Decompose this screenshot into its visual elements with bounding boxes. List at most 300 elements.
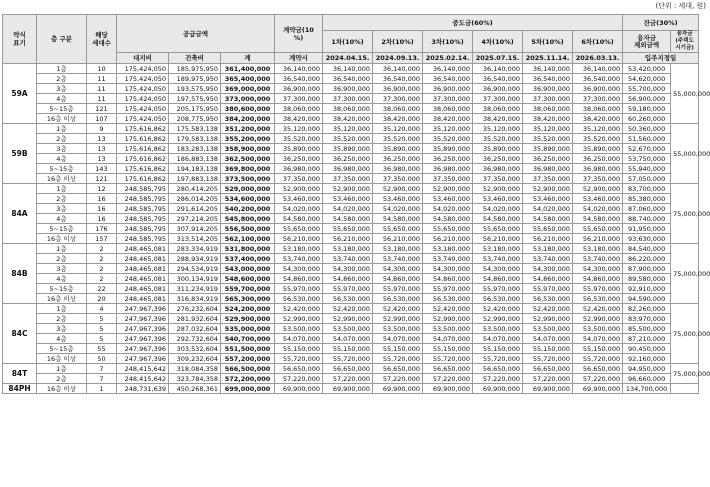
unit-count-cell: 50 — [87, 354, 117, 364]
unit-count-cell: 7 — [87, 364, 117, 374]
interim-3-cell: 35,520,000 — [423, 134, 473, 144]
interim-5-cell: 54,020,000 — [523, 204, 573, 214]
floor-cell: 4층 — [37, 274, 87, 284]
interim-3-cell: 55,150,000 — [423, 344, 473, 354]
land-price-cell: 248,465,081 — [117, 294, 169, 304]
interim-4-cell: 57,220,000 — [473, 374, 523, 384]
interim-6-cell: 52,420,000 — [573, 304, 623, 314]
floor-cell: 5~15층 — [37, 284, 87, 294]
interim-4-cell: 53,180,000 — [473, 244, 523, 254]
building-price-cell: 309,232,604 — [169, 354, 221, 364]
interim-5-cell: 53,500,000 — [523, 324, 573, 334]
interim-1-cell: 36,250,000 — [323, 154, 373, 164]
table-row — [3, 184, 699, 194]
interim-3-cell: 36,250,000 — [423, 154, 473, 164]
contract-cell: 53,460,000 — [275, 194, 323, 204]
building-price-cell: 276,232,604 — [169, 304, 221, 314]
interim-5-cell: 38,060,000 — [523, 104, 573, 114]
interim-6-cell: 54,860,000 — [573, 274, 623, 284]
total-price-cell: 369,800,000 — [221, 164, 275, 174]
interim-5-cell: 36,140,000 — [523, 64, 573, 74]
header-interim-2: 2차(10%) — [373, 31, 423, 53]
table-row — [3, 204, 699, 214]
unit-count-cell: 16 — [87, 204, 117, 214]
total-price-cell: 529,900,000 — [221, 314, 275, 324]
interim-5-cell: 53,460,000 — [523, 194, 573, 204]
total-price-cell: 551,500,000 — [221, 344, 275, 354]
interim-1-cell: 36,540,000 — [323, 74, 373, 84]
balance-cell: 55,940,000 — [623, 164, 671, 174]
floor-cell: 5~15층 — [37, 344, 87, 354]
land-price-cell: 175,616,862 — [117, 144, 169, 154]
interim-3-cell: 53,740,000 — [423, 254, 473, 264]
contract-cell: 36,140,000 — [275, 64, 323, 74]
interim-6-cell: 52,990,000 — [573, 314, 623, 324]
table-row — [3, 374, 699, 384]
balance-cell: 85,380,000 — [623, 194, 671, 204]
total-price-cell: 365,400,000 — [221, 74, 275, 84]
balance-cell: 83,970,000 — [623, 314, 671, 324]
land-price-cell: 175,424,050 — [117, 74, 169, 84]
building-price-cell: 292,732,604 — [169, 334, 221, 344]
contract-cell: 57,220,000 — [275, 374, 323, 384]
balance-cell: 92,160,000 — [623, 354, 671, 364]
interim-2-cell: 55,970,000 — [373, 284, 423, 294]
interim-2-cell: 36,900,000 — [373, 84, 423, 94]
header-interim-5-date: 2025.11.14. — [523, 53, 573, 64]
interim-1-cell: 56,650,000 — [323, 364, 373, 374]
interim-2-cell: 69,900,000 — [373, 384, 423, 394]
interim-3-cell: 53,180,000 — [423, 244, 473, 254]
interim-5-cell: 57,220,000 — [523, 374, 573, 384]
table-body — [3, 64, 710, 394]
loan-amount-cell: 75,000,000 — [671, 184, 699, 244]
header-interim-3-date: 2025.02.14. — [423, 53, 473, 64]
interim-3-cell: 35,890,000 — [423, 144, 473, 154]
unit-count-cell: 13 — [87, 154, 117, 164]
unit-count-cell: 107 — [87, 114, 117, 124]
floor-cell: 16층 이상 — [37, 114, 87, 124]
interim-1-cell: 54,580,000 — [323, 214, 373, 224]
table-row — [3, 214, 699, 224]
land-price-cell: 175,424,050 — [117, 64, 169, 74]
floor-cell: 1층 — [37, 184, 87, 194]
building-price-cell: 189,975,950 — [169, 74, 221, 84]
floor-cell: 3층 — [37, 264, 87, 274]
floor-cell: 16층 이상 — [37, 384, 87, 394]
interim-2-cell: 38,420,000 — [373, 114, 423, 124]
balance-cell: 59,180,000 — [623, 104, 671, 114]
unit-count-cell: 16 — [87, 194, 117, 204]
land-price-cell: 175,616,862 — [117, 124, 169, 134]
building-price-cell: 197,883,138 — [169, 174, 221, 184]
contract-cell: 54,020,000 — [275, 204, 323, 214]
interim-6-cell: 36,540,000 — [573, 74, 623, 84]
balance-cell: 87,210,000 — [623, 334, 671, 344]
interim-5-cell: 54,580,000 — [523, 214, 573, 224]
interim-1-cell: 54,860,000 — [323, 274, 373, 284]
total-price-cell: 361,400,000 — [221, 64, 275, 74]
header-floor: 층 구분 — [37, 15, 87, 64]
unit-count-cell: 16 — [87, 214, 117, 224]
contract-cell: 54,070,000 — [275, 334, 323, 344]
interim-4-cell: 54,070,000 — [473, 334, 523, 344]
unit-count-cell: 5 — [87, 334, 117, 344]
interim-5-cell: 52,900,000 — [523, 184, 573, 194]
total-price-cell: 699,000,000 — [221, 384, 275, 394]
unit-count-cell: 2 — [87, 274, 117, 284]
interim-6-cell: 53,740,000 — [573, 254, 623, 264]
total-price-cell: 557,200,000 — [221, 354, 275, 364]
interim-2-cell: 53,180,000 — [373, 244, 423, 254]
contract-cell: 37,300,000 — [275, 94, 323, 104]
table-row — [3, 94, 699, 104]
table-row — [3, 364, 699, 374]
balance-cell: 86,220,000 — [623, 254, 671, 264]
interim-6-cell: 36,900,000 — [573, 84, 623, 94]
floor-cell: 1층 — [37, 244, 87, 254]
table-row — [3, 304, 699, 314]
unit-count-cell: 1 — [87, 384, 117, 394]
interim-4-cell: 54,860,000 — [473, 274, 523, 284]
interim-1-cell: 57,220,000 — [323, 374, 373, 384]
building-price-cell: 286,014,205 — [169, 194, 221, 204]
interim-4-cell: 69,900,000 — [473, 384, 523, 394]
floor-cell: 16층 이상 — [37, 294, 87, 304]
interim-3-cell: 69,900,000 — [423, 384, 473, 394]
floor-cell: 16층 이상 — [37, 234, 87, 244]
interim-4-cell: 56,210,000 — [473, 234, 523, 244]
contract-cell: 36,900,000 — [275, 84, 323, 94]
table-row — [3, 114, 699, 124]
contract-cell: 52,420,000 — [275, 304, 323, 314]
contract-cell: 53,500,000 — [275, 324, 323, 334]
balance-cell: 83,700,000 — [623, 184, 671, 194]
table-row — [3, 64, 699, 74]
total-price-cell: 540,700,000 — [221, 334, 275, 344]
interim-2-cell: 36,540,000 — [373, 74, 423, 84]
total-price-cell: 545,800,000 — [221, 214, 275, 224]
unit-count-cell: 55 — [87, 344, 117, 354]
interim-6-cell: 52,900,000 — [573, 184, 623, 194]
interim-3-cell: 56,530,000 — [423, 294, 473, 304]
interim-6-cell: 57,220,000 — [573, 374, 623, 384]
interim-2-cell: 37,300,000 — [373, 94, 423, 104]
total-price-cell: 540,200,000 — [221, 204, 275, 214]
table-row — [3, 234, 699, 244]
balance-cell: 60,260,000 — [623, 114, 671, 124]
land-price-cell: 175,424,050 — [117, 94, 169, 104]
table-row — [3, 124, 699, 134]
header-interim-4: 4차(10%) — [473, 31, 523, 53]
interim-1-cell: 53,740,000 — [323, 254, 373, 264]
building-price-cell: 280,414,205 — [169, 184, 221, 194]
interim-5-cell: 36,540,000 — [523, 74, 573, 84]
header-type: 약식 표기 — [3, 15, 37, 64]
interim-5-cell: 38,420,000 — [523, 114, 573, 124]
interim-4-cell: 56,530,000 — [473, 294, 523, 304]
land-price-cell: 248,465,081 — [117, 254, 169, 264]
interim-6-cell: 54,070,000 — [573, 334, 623, 344]
interim-1-cell: 38,420,000 — [323, 114, 373, 124]
interim-1-cell: 52,420,000 — [323, 304, 373, 314]
building-price-cell: 291,614,205 — [169, 204, 221, 214]
interim-1-cell: 55,650,000 — [323, 224, 373, 234]
contract-cell: 38,420,000 — [275, 114, 323, 124]
unit-type-label: 84T — [3, 364, 37, 384]
loan-amount-cell: 55,000,000 — [671, 124, 699, 184]
contract-cell: 56,210,000 — [275, 234, 323, 244]
contract-cell: 55,150,000 — [275, 344, 323, 354]
table-row — [3, 154, 699, 164]
interim-6-cell: 38,420,000 — [573, 114, 623, 124]
floor-cell: 3층 — [37, 204, 87, 214]
land-price-cell: 248,465,081 — [117, 244, 169, 254]
interim-2-cell: 52,900,000 — [373, 184, 423, 194]
building-price-cell: 316,834,919 — [169, 294, 221, 304]
interim-3-cell: 52,900,000 — [423, 184, 473, 194]
balance-cell: 94,590,000 — [623, 294, 671, 304]
balance-cell: 96,660,000 — [623, 374, 671, 384]
loan-amount-cell: 55,000,000 — [671, 64, 699, 124]
interim-3-cell: 52,990,000 — [423, 314, 473, 324]
unit-count-cell: 12 — [87, 184, 117, 194]
table-row — [3, 324, 699, 334]
interim-6-cell: 35,890,000 — [573, 144, 623, 154]
interim-3-cell: 57,220,000 — [423, 374, 473, 384]
interim-4-cell: 36,540,000 — [473, 74, 523, 84]
header-building: 건축비 — [169, 53, 221, 64]
land-price-cell: 175,616,862 — [117, 164, 169, 174]
table-row — [3, 284, 699, 294]
land-price-cell: 248,585,795 — [117, 194, 169, 204]
table-row — [3, 344, 699, 354]
land-price-cell: 248,585,795 — [117, 184, 169, 194]
building-price-cell: 297,214,205 — [169, 214, 221, 224]
interim-4-cell: 38,060,000 — [473, 104, 523, 114]
table-row — [3, 134, 699, 144]
interim-1-cell: 53,460,000 — [323, 194, 373, 204]
contract-cell: 36,980,000 — [275, 164, 323, 174]
interim-1-cell: 56,210,000 — [323, 234, 373, 244]
loan-amount-cell: 75,000,000 — [671, 244, 699, 304]
interim-1-cell: 54,300,000 — [323, 264, 373, 274]
land-price-cell: 247,967,396 — [117, 324, 169, 334]
table-row — [3, 294, 699, 304]
floor-cell: 2층 — [37, 134, 87, 144]
building-price-cell: 313,514,205 — [169, 234, 221, 244]
interim-1-cell: 54,020,000 — [323, 204, 373, 214]
interim-1-cell: 52,990,000 — [323, 314, 373, 324]
interim-4-cell: 36,250,000 — [473, 154, 523, 164]
interim-4-cell: 36,980,000 — [473, 164, 523, 174]
interim-2-cell: 36,140,000 — [373, 64, 423, 74]
unit-count-cell: 22 — [87, 284, 117, 294]
unit-note: (단위 : 세대, 원) — [655, 2, 706, 10]
interim-2-cell: 54,580,000 — [373, 214, 423, 224]
balance-cell: 51,560,000 — [623, 134, 671, 144]
building-price-cell: 288,934,919 — [169, 254, 221, 264]
interim-1-cell: 52,900,000 — [323, 184, 373, 194]
interim-3-cell: 54,580,000 — [423, 214, 473, 224]
interim-1-cell: 53,500,000 — [323, 324, 373, 334]
floor-cell: 4층 — [37, 94, 87, 104]
interim-2-cell: 35,520,000 — [373, 134, 423, 144]
floor-cell: 1층 — [37, 124, 87, 134]
building-price-cell: 186,883,138 — [169, 154, 221, 164]
unit-count-cell: 10 — [87, 64, 117, 74]
interim-4-cell: 35,520,000 — [473, 134, 523, 144]
header-interim-1: 1차(10%) — [323, 31, 373, 53]
total-price-cell: 358,900,000 — [221, 144, 275, 154]
balance-cell: 53,420,000 — [623, 64, 671, 74]
unit-type-label: 84B — [3, 244, 37, 304]
total-price-cell: 531,800,000 — [221, 244, 275, 254]
interim-5-cell: 52,990,000 — [523, 314, 573, 324]
table-row — [3, 74, 699, 84]
interim-1-cell: 35,120,000 — [323, 124, 373, 134]
building-price-cell: 294,534,919 — [169, 264, 221, 274]
interim-3-cell: 56,210,000 — [423, 234, 473, 244]
floor-cell: 4층 — [37, 334, 87, 344]
table-row — [3, 354, 699, 364]
header-units: 해당 세대수 — [87, 15, 117, 64]
floor-cell: 1층 — [37, 304, 87, 314]
building-price-cell: 450,268,361 — [169, 384, 221, 394]
interim-1-cell: 35,890,000 — [323, 144, 373, 154]
total-price-cell: 373,500,000 — [221, 174, 275, 184]
building-price-cell: 183,283,138 — [169, 144, 221, 154]
land-price-cell: 247,967,396 — [117, 354, 169, 364]
interim-5-cell: 56,650,000 — [523, 364, 573, 374]
interim-1-cell: 38,060,000 — [323, 104, 373, 114]
balance-cell: 82,260,000 — [623, 304, 671, 314]
interim-6-cell: 36,140,000 — [573, 64, 623, 74]
unit-count-cell: 176 — [87, 224, 117, 234]
header-balance-loan: 융자금 (주택도시기금) — [671, 31, 699, 53]
interim-3-cell: 38,060,000 — [423, 104, 473, 114]
floor-cell: 2층 — [37, 74, 87, 84]
balance-cell: 50,360,000 — [623, 124, 671, 134]
interim-4-cell: 52,420,000 — [473, 304, 523, 314]
header-interim-5: 5차(10%) — [523, 31, 573, 53]
table-row — [3, 144, 699, 154]
floor-cell: 2층 — [37, 254, 87, 264]
interim-5-cell: 54,070,000 — [523, 334, 573, 344]
interim-6-cell: 55,650,000 — [573, 224, 623, 234]
table-row — [3, 314, 699, 324]
balance-cell: 93,630,000 — [623, 234, 671, 244]
interim-2-cell: 56,650,000 — [373, 364, 423, 374]
contract-cell: 52,990,000 — [275, 314, 323, 324]
total-price-cell: 384,200,000 — [221, 114, 275, 124]
interim-4-cell: 52,900,000 — [473, 184, 523, 194]
contract-cell: 38,060,000 — [275, 104, 323, 114]
floor-cell: 5~15층 — [37, 164, 87, 174]
interim-4-cell: 54,020,000 — [473, 204, 523, 214]
unit-count-cell: 5 — [87, 324, 117, 334]
interim-4-cell: 53,460,000 — [473, 194, 523, 204]
total-price-cell: 362,500,000 — [221, 154, 275, 164]
contract-cell: 53,180,000 — [275, 244, 323, 254]
building-price-cell: 197,575,950 — [169, 94, 221, 104]
interim-2-cell: 53,500,000 — [373, 324, 423, 334]
total-price-cell: 559,700,000 — [221, 284, 275, 294]
interim-5-cell: 56,210,000 — [523, 234, 573, 244]
balance-cell: 91,950,000 — [623, 224, 671, 234]
interim-3-cell: 53,500,000 — [423, 324, 473, 334]
interim-6-cell: 55,150,000 — [573, 344, 623, 354]
table-row — [3, 274, 699, 284]
interim-1-cell: 55,970,000 — [323, 284, 373, 294]
land-price-cell: 247,967,396 — [117, 334, 169, 344]
unit-count-cell: 11 — [87, 84, 117, 94]
unit-type-label: 59B — [3, 124, 37, 184]
interim-3-cell: 53,460,000 — [423, 194, 473, 204]
interim-3-cell: 36,980,000 — [423, 164, 473, 174]
interim-5-cell: 36,980,000 — [523, 164, 573, 174]
table-row — [3, 104, 699, 114]
interim-3-cell: 55,650,000 — [423, 224, 473, 234]
land-price-cell: 247,967,396 — [117, 304, 169, 314]
interim-2-cell: 37,350,000 — [373, 174, 423, 184]
interim-6-cell: 56,650,000 — [573, 364, 623, 374]
interim-4-cell: 52,990,000 — [473, 314, 523, 324]
interim-2-cell: 36,980,000 — [373, 164, 423, 174]
contract-cell: 56,650,000 — [275, 364, 323, 374]
interim-1-cell: 37,350,000 — [323, 174, 373, 184]
contract-cell: 52,900,000 — [275, 184, 323, 194]
interim-2-cell: 54,860,000 — [373, 274, 423, 284]
floor-cell: 1층 — [37, 364, 87, 374]
building-price-cell: 323,784,358 — [169, 374, 221, 384]
building-price-cell: 179,583,138 — [169, 134, 221, 144]
table-row — [3, 264, 699, 274]
interim-2-cell: 38,060,000 — [373, 104, 423, 114]
land-price-cell: 248,465,081 — [117, 264, 169, 274]
total-price-cell: 572,200,000 — [221, 374, 275, 384]
land-price-cell: 248,465,081 — [117, 284, 169, 294]
land-price-cell: 248,585,795 — [117, 234, 169, 244]
interim-3-cell: 38,420,000 — [423, 114, 473, 124]
unit-count-cell: 143 — [87, 164, 117, 174]
interim-6-cell: 37,300,000 — [573, 94, 623, 104]
interim-3-cell: 55,970,000 — [423, 284, 473, 294]
header-interim-3: 3차(10%) — [423, 31, 473, 53]
interim-1-cell: 36,900,000 — [323, 84, 373, 94]
interim-5-cell: 35,890,000 — [523, 144, 573, 154]
building-price-cell: 283,334,919 — [169, 244, 221, 254]
contract-cell: 35,120,000 — [275, 124, 323, 134]
building-price-cell: 307,914,205 — [169, 224, 221, 234]
header-balance: 잔금(30%) — [623, 15, 699, 31]
total-price-cell: 548,600,000 — [221, 274, 275, 284]
total-price-cell: 380,600,000 — [221, 104, 275, 114]
header-supply-price: 공급금액 — [117, 15, 275, 53]
land-price-cell: 247,967,396 — [117, 314, 169, 324]
unit-count-cell: 7 — [87, 374, 117, 384]
header-interim-4-date: 2025.07.15. — [473, 53, 523, 64]
table-row — [3, 384, 699, 394]
interim-1-cell: 69,900,000 — [323, 384, 373, 394]
floor-cell: 5~15층 — [37, 104, 87, 114]
unit-count-cell: 4 — [87, 304, 117, 314]
land-price-cell: 175,424,050 — [117, 104, 169, 114]
interim-2-cell: 35,890,000 — [373, 144, 423, 154]
total-price-cell: 556,500,000 — [221, 224, 275, 234]
interim-6-cell: 55,970,000 — [573, 284, 623, 294]
floor-cell: 16층 이상 — [37, 174, 87, 184]
